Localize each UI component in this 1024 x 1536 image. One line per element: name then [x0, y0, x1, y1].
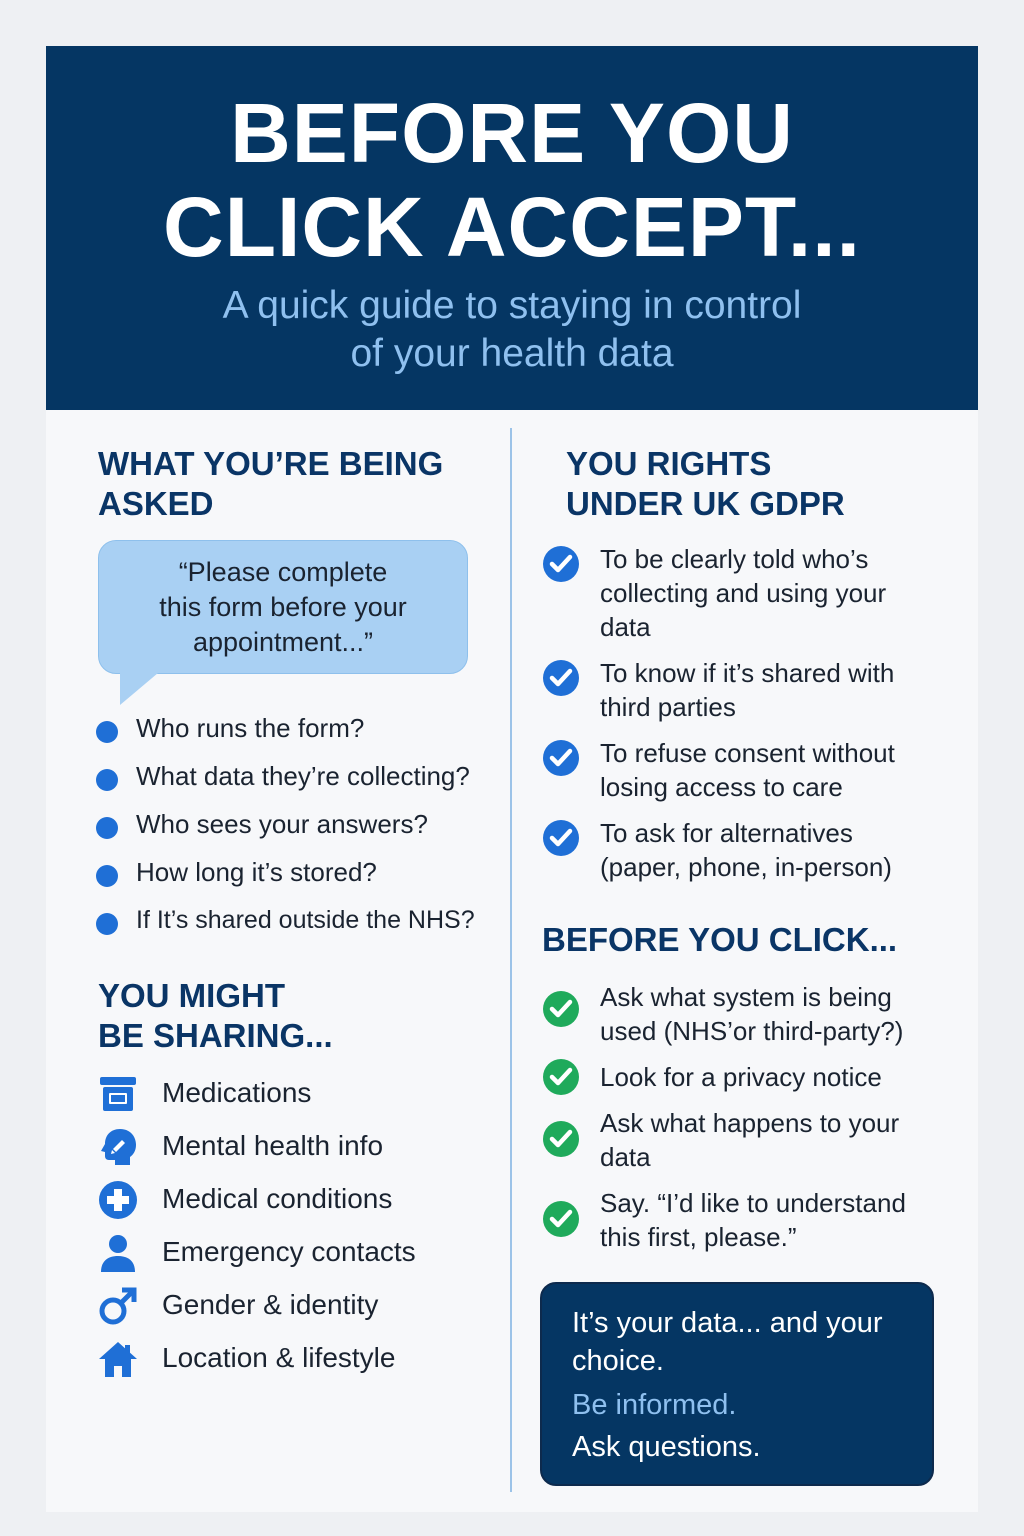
page-title: [46, 86, 978, 274]
sharing-heading: [98, 976, 333, 1056]
list-item: [542, 980, 962, 1060]
bullet-dot-icon: [96, 913, 118, 935]
list-item: [98, 1125, 498, 1178]
blue-check-icon: [542, 819, 580, 857]
before-click-heading: BEFORE YOU CLICK...: [542, 921, 898, 958]
sharing-heading-line-2: BE SHARING...: [98, 1017, 333, 1054]
list-item: [98, 1284, 498, 1337]
quote-text: [99, 555, 467, 660]
quote-bubble-tail: [120, 673, 158, 705]
bullet-dot-icon: [96, 865, 118, 887]
header-banner: [46, 46, 978, 410]
asked-heading-line-1: WHAT YOU’RE BEING: [98, 445, 444, 482]
rights-list: [542, 542, 962, 896]
quote-bubble: [98, 540, 468, 674]
title-line-2: CLICK ACCEPT...: [163, 180, 861, 274]
subtitle-line-2: of your health data: [350, 332, 674, 375]
question-text: How long it’s stored?: [136, 857, 377, 887]
blue-check-icon: [542, 545, 580, 583]
asked-heading-line-2: ASKED: [98, 485, 214, 522]
bullet-dot-icon: [96, 769, 118, 791]
tip-text: Ask what happens to your data: [600, 1108, 900, 1172]
column-divider: [510, 428, 512, 1492]
right-text: To ask for alternatives (paper, phone, in-person): [600, 818, 892, 882]
title-line-1: BEFORE YOU: [230, 86, 794, 180]
rights-heading-line-1: YOU RIGHTS: [566, 445, 772, 482]
callout-line-1: It’s your data... and your choice.: [572, 1307, 883, 1377]
list-item: [542, 1106, 962, 1186]
asked-heading: [98, 444, 443, 524]
blue-check-icon: [542, 739, 580, 777]
sharing-item-label: Gender & identity: [162, 1289, 379, 1320]
quote-line-1: “Please complete: [178, 557, 388, 587]
list-item: [98, 1231, 498, 1284]
tip-text: Say. “I’d like to understand this first, please.”: [600, 1188, 906, 1252]
gender-icon: [98, 1286, 138, 1326]
list-item: [542, 542, 962, 656]
sharing-item-label: Mental health info: [162, 1130, 384, 1161]
sharing-item-label: Medical conditions: [162, 1183, 393, 1214]
list-item: [96, 853, 506, 901]
list-item: [542, 1186, 962, 1266]
before-click-list: [542, 980, 962, 1266]
list-item: [98, 1178, 498, 1231]
quote-line-2: this form before your: [159, 592, 407, 622]
list-item: [542, 816, 962, 896]
sharing-item-label: Location & lifestyle: [162, 1342, 396, 1373]
tip-text: Ask what system is being used (NHS’or third-party?): [600, 982, 904, 1046]
list-item: [542, 656, 962, 736]
list-item: [96, 757, 506, 805]
list-item: [96, 709, 506, 757]
person-icon: [98, 1233, 138, 1273]
bullet-dot-icon: [96, 721, 118, 743]
question-text: Who runs the form?: [136, 713, 365, 743]
question-text: If It’s shared outside the NHS?: [136, 906, 475, 934]
list-item: [96, 901, 506, 949]
list-item: [542, 1060, 962, 1106]
bullet-dot-icon: [96, 817, 118, 839]
closing-callout: [540, 1282, 934, 1486]
head-icon: [98, 1127, 138, 1167]
list-item: [98, 1337, 498, 1390]
callout-line-3: Ask questions.: [572, 1431, 761, 1463]
right-text: To be clearly told who’s collecting and using your data: [600, 544, 887, 642]
green-check-icon: [542, 990, 580, 1028]
poster: [46, 46, 978, 1512]
green-check-icon: [542, 1200, 580, 1238]
list-item: [98, 1072, 498, 1125]
sharing-item-label: Medications: [162, 1077, 312, 1108]
question-list: [96, 709, 506, 949]
subtitle-line-1: A quick guide to staying in control: [222, 284, 802, 327]
blue-check-icon: [542, 659, 580, 697]
question-text: Who sees your answers?: [136, 809, 428, 839]
home-icon: [98, 1339, 138, 1379]
green-check-icon: [542, 1058, 580, 1096]
rights-heading-line-2: UNDER UK GDPR: [566, 485, 845, 522]
tip-text: Look for a privacy notice: [600, 1062, 882, 1092]
quote-line-3: appointment...”: [192, 627, 374, 657]
sharing-item-label: Emergency contacts: [162, 1236, 416, 1267]
right-text: To refuse consent without losing access to care: [600, 738, 895, 802]
medical-cross-icon: [98, 1180, 138, 1220]
rights-heading: [566, 444, 845, 524]
pill-box-icon: [98, 1074, 138, 1114]
page-subtitle: [46, 282, 978, 378]
list-item: [542, 736, 962, 816]
list-item: [96, 805, 506, 853]
sharing-heading-line-1: YOU MIGHT: [98, 977, 285, 1014]
callout-line-2: Be informed.: [572, 1389, 737, 1421]
sharing-list: [98, 1072, 498, 1390]
question-text: What data they’re collecting?: [136, 761, 470, 791]
green-check-icon: [542, 1120, 580, 1158]
right-text: To know if it’s shared with third parties: [600, 658, 895, 722]
